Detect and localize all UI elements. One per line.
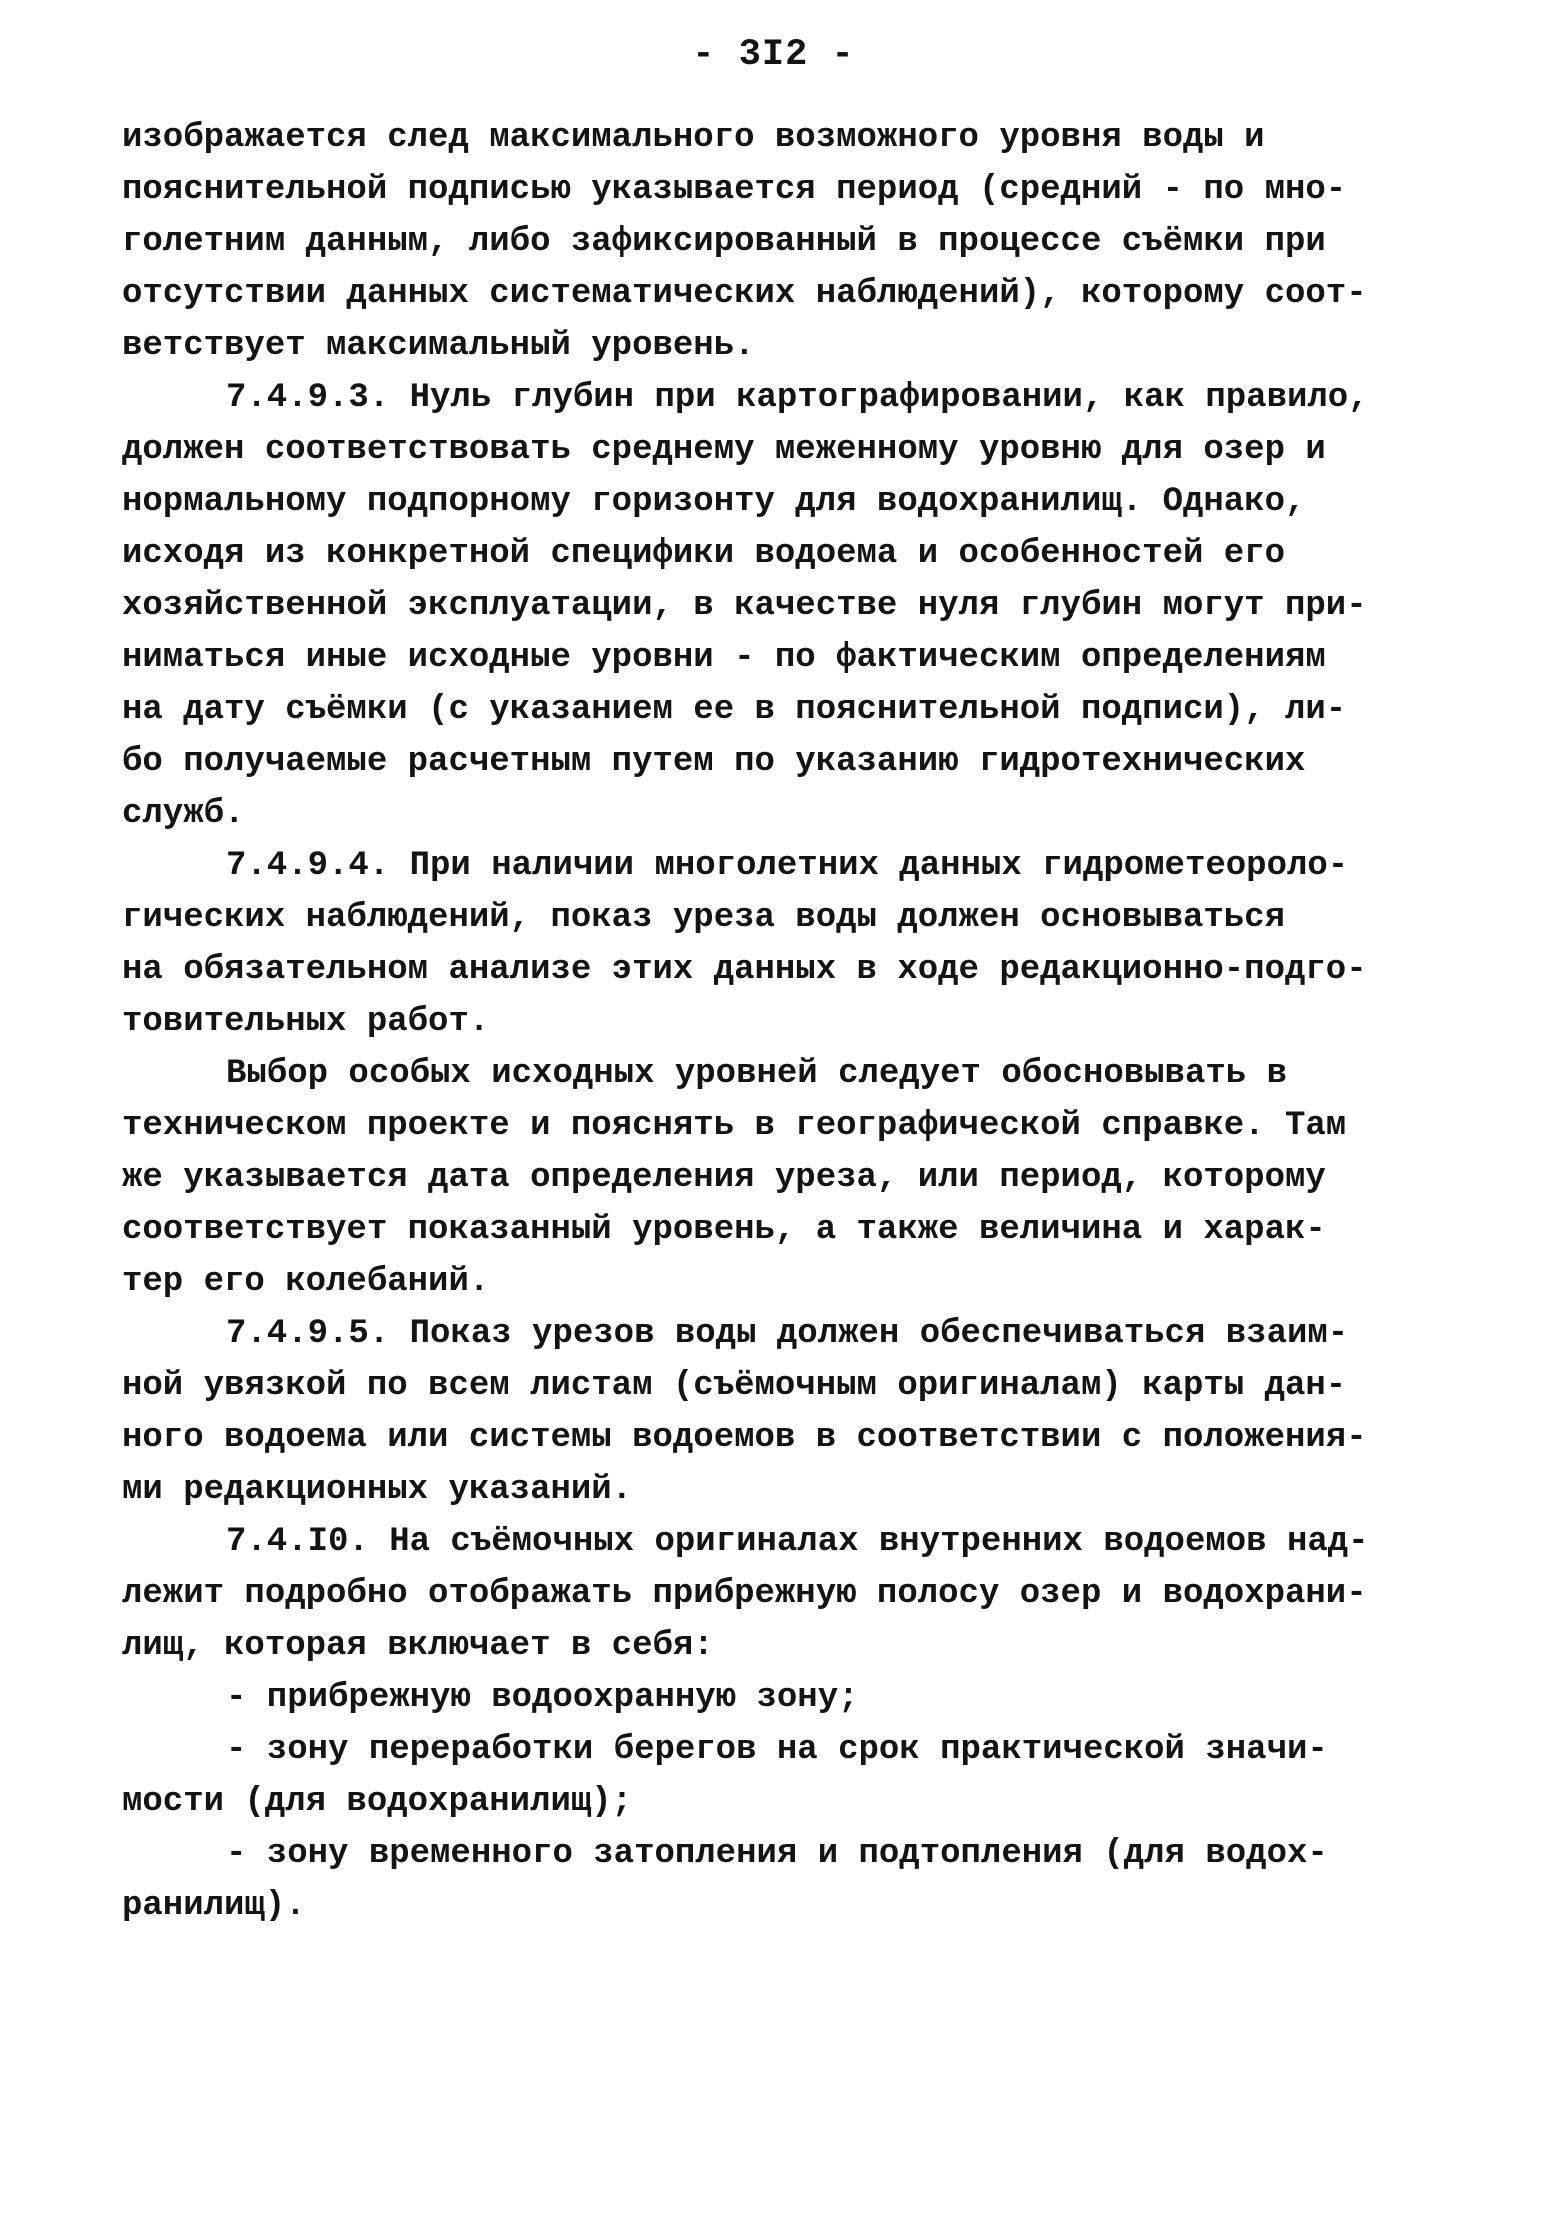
text-line: отсутствии данных систематических наблюдений), которому соот- bbox=[122, 275, 1367, 313]
text-line: хозяйственной эксплуатации, в качестве нуля глубин могут при- bbox=[122, 587, 1367, 625]
text-line: нормальному подпорному горизонту для водохранилищ. Однако, bbox=[122, 483, 1306, 521]
text-line: служб. bbox=[122, 795, 245, 833]
text-line: голетним данным, либо зафиксированный в процессе съёмки при bbox=[122, 223, 1326, 261]
text-line: ми редакционных указаний. bbox=[122, 1471, 633, 1509]
text-line: ниматься иные исходные уровни - по фактическим определениям bbox=[122, 639, 1326, 677]
text-line: - зону переработки берегов на срок практической значи- bbox=[226, 1731, 1328, 1769]
text-line: 7.4.9.4. При наличии многолетних данных гидрометеороло- bbox=[226, 847, 1349, 885]
text-line: 7.4.9.5. Показ урезов воды должен обеспечиваться взаим- bbox=[226, 1315, 1349, 1353]
text-line: бо получаемые расчетным путем по указанию гидротехнических bbox=[122, 743, 1306, 781]
text-line: на обязательном анализе этих данных в ходе редакционно-подго- bbox=[122, 951, 1367, 989]
text-line: гических наблюдений, показ уреза воды должен основываться bbox=[122, 899, 1285, 937]
text-line: техническом проекте и пояснять в географической справке. Там bbox=[122, 1107, 1347, 1145]
body-text bbox=[122, 112, 1452, 1932]
text-line: ного водоема или системы водоемов в соответствии с положения- bbox=[122, 1419, 1367, 1457]
text-line: 7.4.I0. На съёмочных оригиналах внутренних водоемов над- bbox=[226, 1523, 1369, 1561]
text-line: исходя из конкретной специфики водоема и особенностей его bbox=[122, 535, 1285, 573]
text-line: ранилищ). bbox=[122, 1887, 306, 1925]
text-line: тер его колебаний. bbox=[122, 1263, 490, 1301]
page-number: - 3I2 - bbox=[692, 34, 855, 76]
text-line: лищ, которая включает в себя: bbox=[122, 1627, 714, 1665]
text-line: лежит подробно отображать прибрежную полосу озер и водохрани- bbox=[122, 1575, 1367, 1613]
text-line: изображается след максимального возможного уровня воды и bbox=[122, 119, 1265, 157]
text-line: пояснительной подписью указывается период (средний - по мно- bbox=[122, 171, 1347, 209]
text-line: ной увязкой по всем листам (съёмочным оригиналам) карты дан- bbox=[122, 1367, 1347, 1405]
text-line: должен соответствовать среднему меженному уровню для озер и bbox=[122, 431, 1326, 469]
text-line: соответствует показанный уровень, а также величина и харак- bbox=[122, 1211, 1326, 1249]
text-line: - зону временного затопления и подтопления (для водох- bbox=[226, 1835, 1328, 1873]
text-line: 7.4.9.3. Нуль глубин при картографировании, как правило, bbox=[226, 379, 1369, 417]
text-line: же указывается дата определения уреза, или период, которому bbox=[122, 1159, 1326, 1197]
text-line: мости (для водохранилищ); bbox=[122, 1783, 633, 1821]
text-line: ветствует максимальный уровень. bbox=[122, 327, 755, 365]
text-line: - прибрежную водоохранную зону; bbox=[226, 1679, 859, 1717]
text-line: товительных работ. bbox=[122, 1003, 490, 1041]
text-line: на дату съёмки (с указанием ее в пояснительной подписи), ли- bbox=[122, 691, 1347, 729]
text-line: Выбор особых исходных уровней следует обосновывать в bbox=[226, 1055, 1287, 1093]
